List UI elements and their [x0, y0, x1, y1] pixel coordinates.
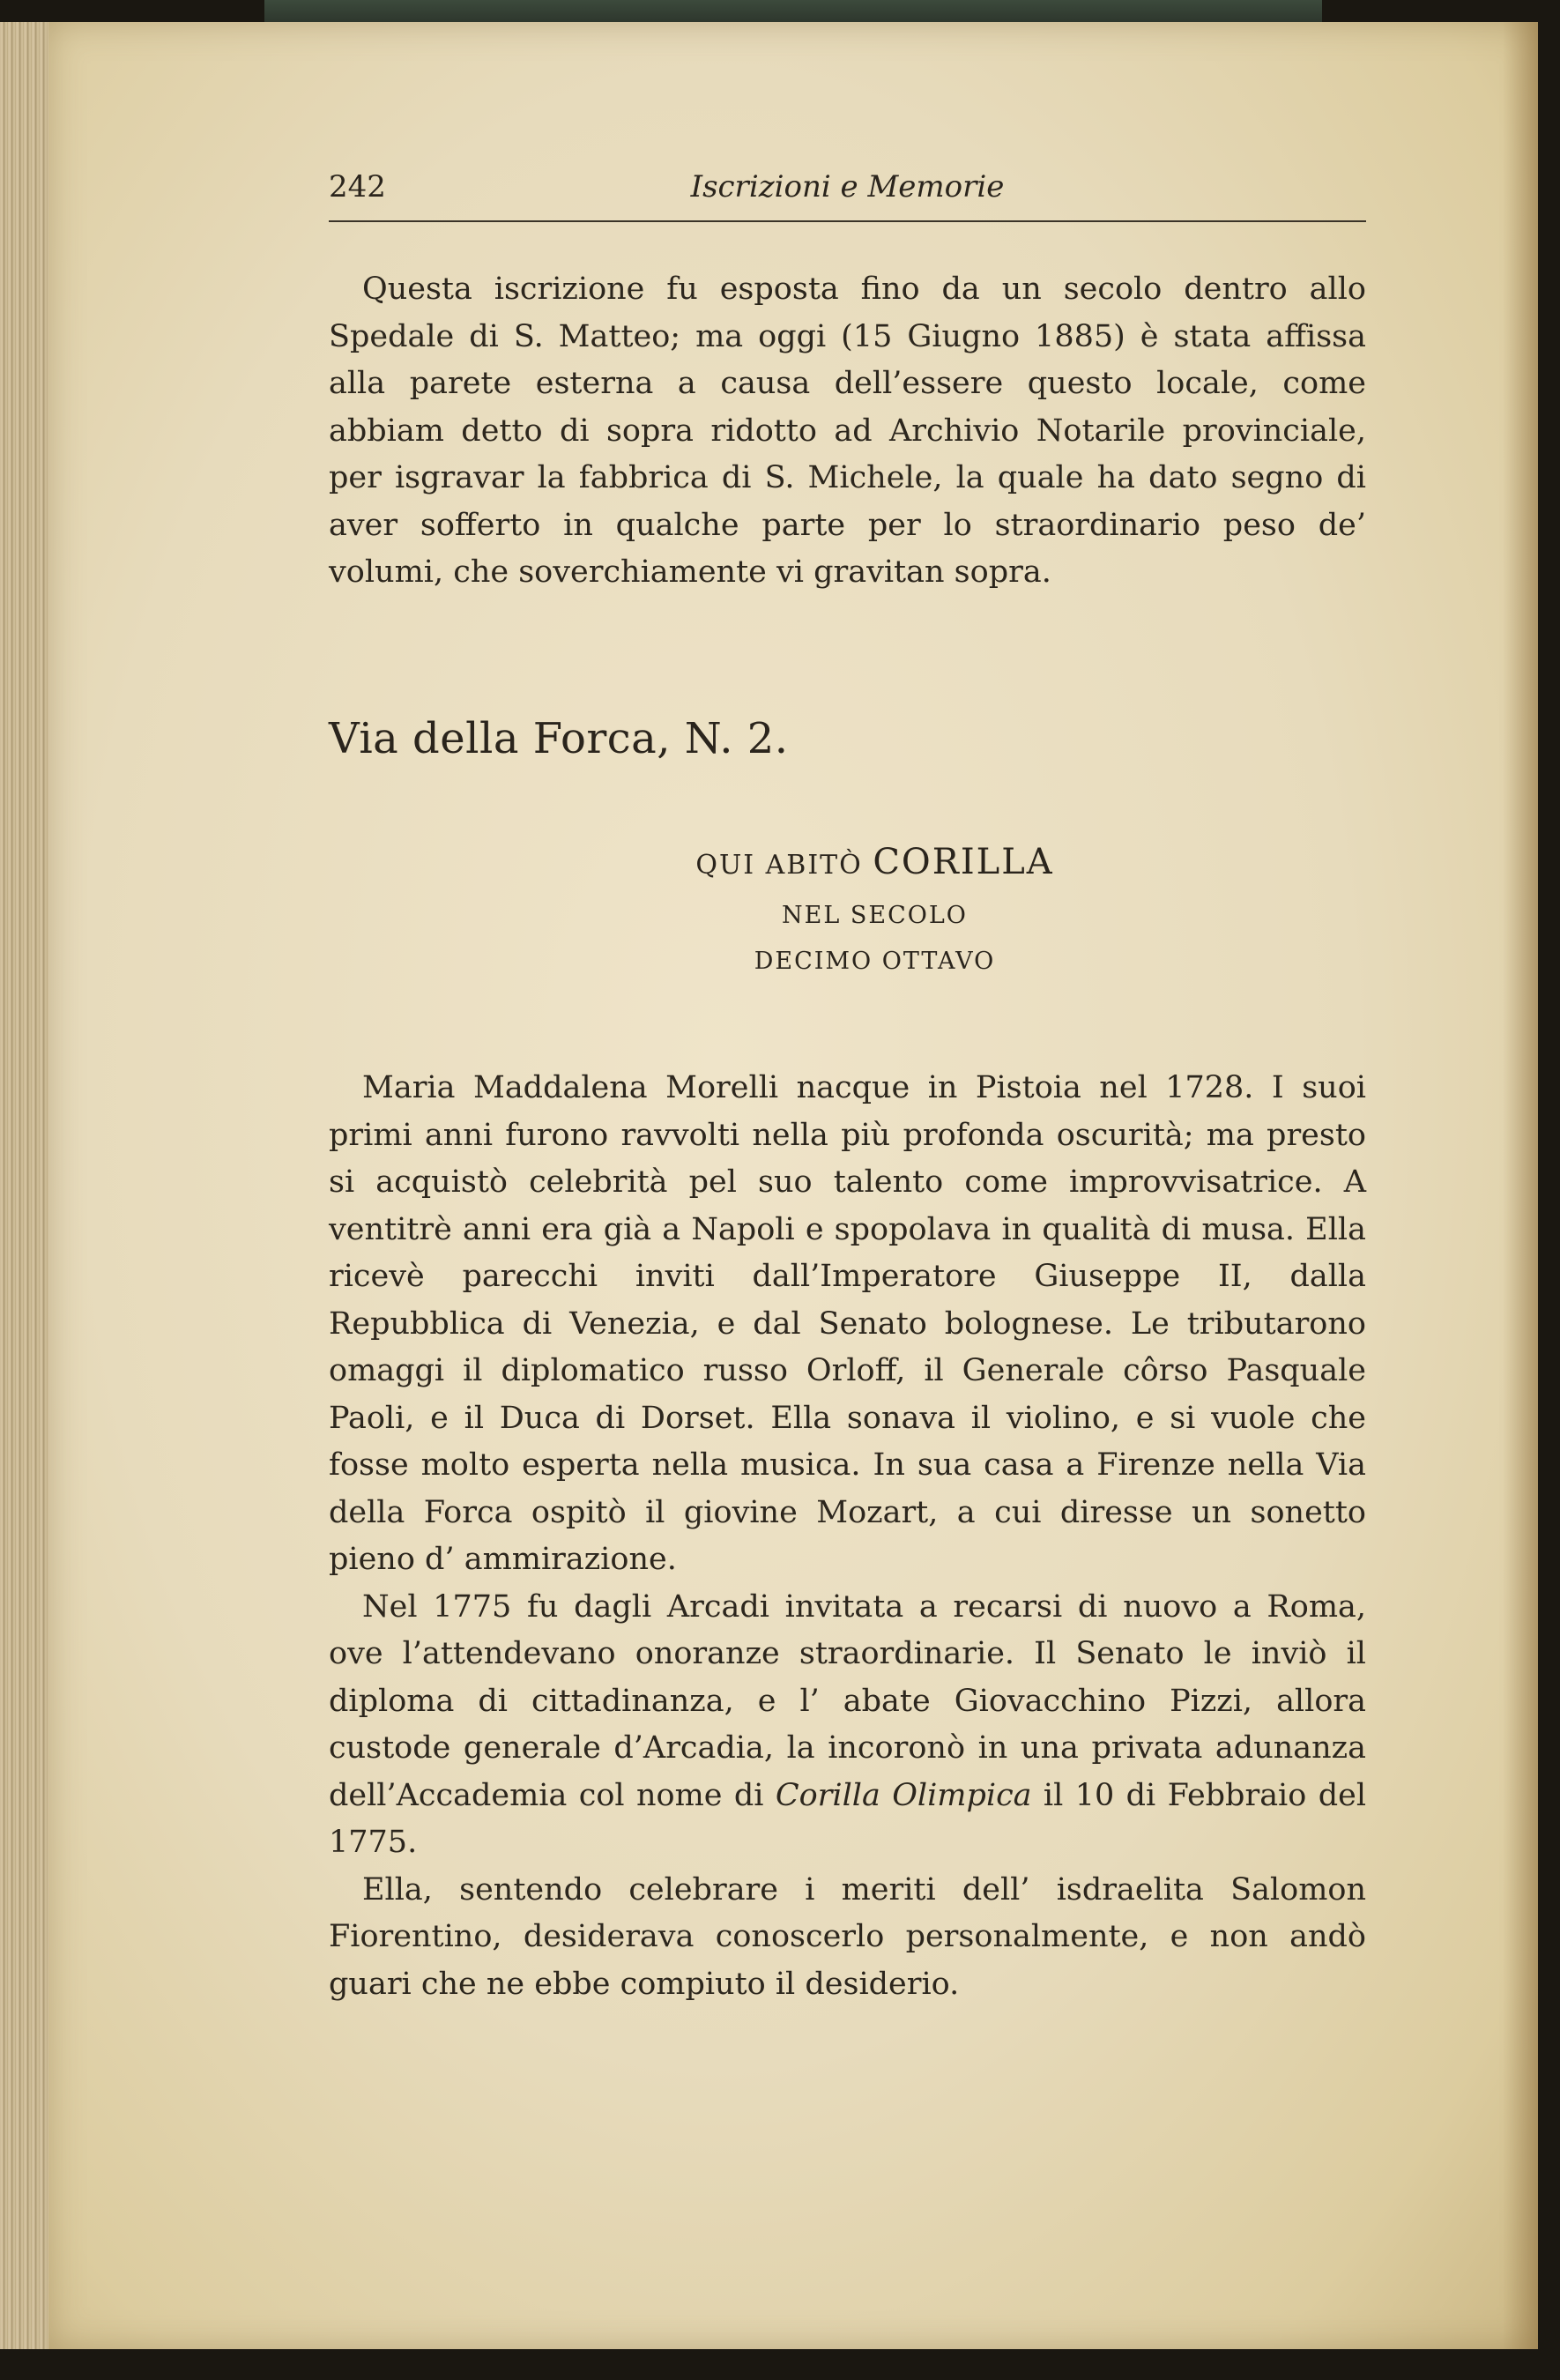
biography-paragraph-2: [329, 1584, 1366, 1867]
biography-paragraph-1: Maria Maddalena Morelli nacque in Pistoia nel 1728. I suoi primi anni furono ravvolti nella più profonda oscurità; ma presto si acquistò celebrità pel suo talento come improvvisatrice. A ventitrè anni era già a Napoli e spopolava in qualità di musa. Ella ricevè parecchi inviti dall’Imperatore Giuseppe II, dalla Repubblica di Venezia, e dal Senato bolognese. Le tributarono omaggi il diplomatico russo Orloff, il Generale côrso Pasquale Paoli, e il Duca di Dorset. Ella sonava il violino, e si vuole che fosse molto esperta nella musica. In sua casa a Firenze nella Via della Forca ospitò il giovine Mozart, a cui diresse un sonetto pieno d’ ammirazione.: [329, 1070, 1366, 1577]
inscription-prefix: QUI ABITÒ: [695, 850, 863, 881]
biography-text-block: [329, 1065, 1366, 2008]
page-gutter-shadow: [1503, 22, 1538, 2349]
page-number: 242: [329, 169, 386, 205]
intro-text-block: [329, 266, 1366, 597]
biography-paragraph-2-text: Nel 1775 fu dagli Arcadi invitata a recarsi di nuovo a Roma, ove l’attendevano onoranze straordinarie. Il Senato le inviò il diploma di cittadinanza, e l’ abate Giovacchino Pizzi, allora custode generale d’Arcadia, la incoronò in una privata adunanza dell’Accademia col nome di: [329, 1588, 1366, 1813]
intro-paragraph: Questa iscrizione fu esposta fino da un secolo dentro allo Spedale di S. Matteo; ma oggi (15 Giugno 1885) è stata affissa alla parete esterna a causa dell’essere questo locale, come abbiam detto di sopra ridotto ad Archivio Notarile provinciale, per isgravar la fabbrica di S. Michele, la quale ha dato segno di aver sofferto in qualche parte per lo straordinario peso de’ volumi, che soverchiamente vi gravitan sopra.: [329, 271, 1366, 590]
section-heading: Via della Forca, N. 2.: [329, 714, 789, 763]
inscription-name: CORILLA: [873, 842, 1054, 882]
work-title: Corilla Olimpica: [775, 1777, 1032, 1813]
inscription-line-2: NEL SECOLO: [782, 902, 968, 929]
inscription: [529, 842, 1221, 985]
inscription-line-3: DECIMO OTTAVO: [754, 948, 996, 975]
running-head: [329, 167, 1366, 222]
inscription-line-1: [529, 842, 1221, 893]
running-title: Iscrizioni e Memorie: [690, 169, 1005, 205]
biography-paragraph-3: Ella, sentendo celebrare i meriti dell’ isdraelita Salomon Fiorentino, desiderava conoscerlo personalmente, e non andò guari che ne ebbe compiuto il desiderio.: [329, 1871, 1366, 2002]
biography-paragraph-2-end: il 10 di Febbraio del 1775.: [329, 1777, 1367, 1860]
